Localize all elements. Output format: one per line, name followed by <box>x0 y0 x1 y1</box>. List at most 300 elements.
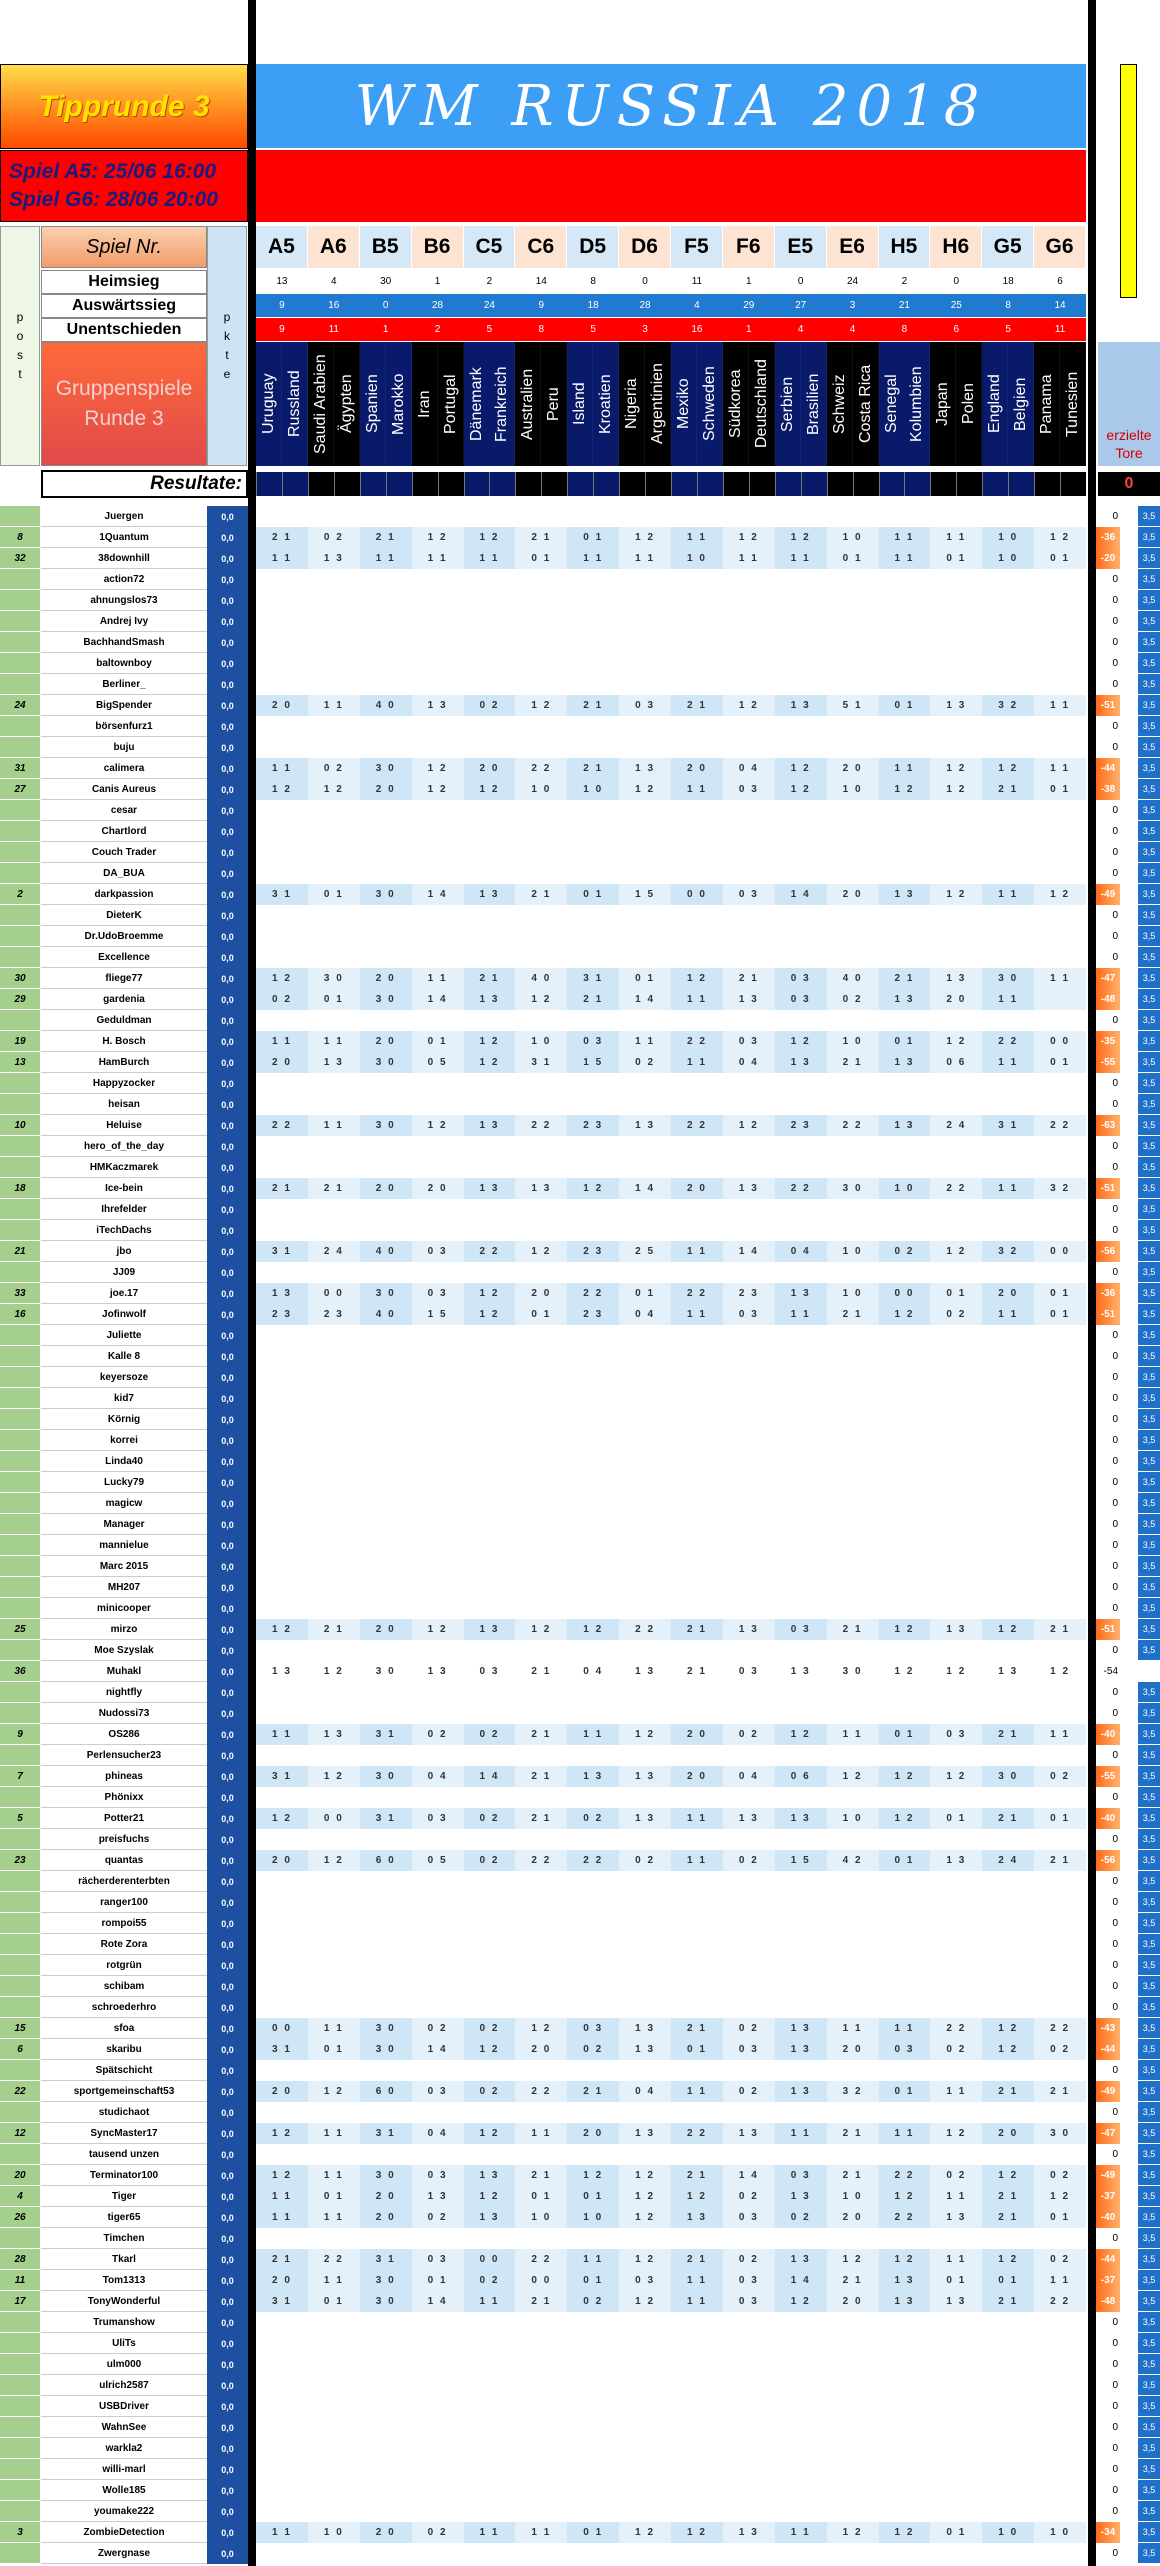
tip-cell[interactable] <box>308 590 360 611</box>
tip-cell[interactable]: 0 1 <box>583 2527 604 2538</box>
tip-cell[interactable] <box>412 821 464 842</box>
tip-cell[interactable]: 1 1 <box>479 2527 500 2538</box>
tip-cell[interactable]: 1 2 <box>1034 2186 1086 2207</box>
tip-cell[interactable]: 2 1 <box>515 884 567 905</box>
tip-cell[interactable] <box>775 1514 827 1535</box>
tip-cell[interactable] <box>256 2480 308 2501</box>
tip-cell[interactable]: 1 2 <box>790 1036 811 1047</box>
tip-cell[interactable]: 2 3 <box>723 1283 775 1304</box>
tip-cell[interactable]: 0 1 <box>308 2186 360 2207</box>
tip-cell[interactable] <box>412 863 464 884</box>
tip-cell[interactable] <box>671 716 723 737</box>
tip-cell[interactable] <box>982 1199 1034 1220</box>
tip-cell[interactable] <box>1034 2333 1086 2354</box>
result-cell[interactable] <box>1008 472 1034 496</box>
tip-cell[interactable] <box>879 1829 931 1850</box>
tip-cell[interactable] <box>930 674 982 695</box>
tip-cell[interactable]: 3 0 <box>827 1178 879 1199</box>
tip-cell[interactable] <box>827 863 879 884</box>
tip-cell[interactable]: 1 1 <box>686 2086 707 2097</box>
tip-cell[interactable]: 0 3 <box>412 1808 464 1829</box>
tip-cell[interactable]: 2 0 <box>686 763 707 774</box>
player-name[interactable]: Berliner_ <box>41 674 207 695</box>
tip-cell[interactable] <box>879 842 931 863</box>
tip-cell[interactable] <box>567 1535 619 1556</box>
tip-cell[interactable]: 2 2 <box>1034 2018 1086 2039</box>
tip-cell[interactable] <box>930 842 982 863</box>
tip-cell[interactable]: 1 2 <box>479 2191 500 2202</box>
tip-cell[interactable] <box>1034 1892 1086 1913</box>
tip-cell[interactable] <box>308 1514 360 1535</box>
tip-cell[interactable] <box>671 1094 723 1115</box>
tip-cell[interactable]: 1 1 <box>515 2522 567 2543</box>
tip-cell[interactable] <box>879 1430 931 1451</box>
player-name[interactable]: phineas <box>41 1766 207 1787</box>
tip-cell[interactable] <box>360 611 412 632</box>
tip-cell[interactable] <box>982 1745 1034 1766</box>
tip-cell[interactable] <box>412 1010 464 1031</box>
tip-cell[interactable] <box>567 1556 619 1577</box>
tip-cell[interactable] <box>256 716 308 737</box>
tip-cell[interactable] <box>308 569 360 590</box>
tip-cell[interactable] <box>567 1010 619 1031</box>
tip-cell[interactable]: 1 3 <box>790 2086 811 2097</box>
tip-cell[interactable] <box>1034 842 1086 863</box>
tip-cell[interactable] <box>930 569 982 590</box>
tip-cell[interactable] <box>827 821 879 842</box>
tip-cell[interactable] <box>360 2375 412 2396</box>
tip-cell[interactable] <box>515 590 567 611</box>
tip-cell[interactable] <box>1034 863 1086 884</box>
tip-cell[interactable] <box>879 1262 931 1283</box>
tip-cell[interactable] <box>515 2060 567 2081</box>
tip-cell[interactable] <box>723 1220 775 1241</box>
tip-cell[interactable] <box>982 1346 1034 1367</box>
tip-cell[interactable] <box>515 2102 567 2123</box>
tip-cell[interactable] <box>671 1010 723 1031</box>
tip-cell[interactable] <box>567 737 619 758</box>
tip-cell[interactable]: 3 0 <box>375 2170 396 2181</box>
tip-cell[interactable]: 1 2 <box>479 1036 500 1047</box>
tip-cell[interactable]: 2 0 <box>375 1183 396 1194</box>
tip-cell[interactable] <box>982 674 1034 695</box>
tip-cell[interactable]: 1 0 <box>515 2207 567 2228</box>
tip-cell[interactable] <box>360 821 412 842</box>
tip-cell[interactable] <box>360 632 412 653</box>
tip-cell[interactable]: 2 1 <box>686 2170 707 2181</box>
tip-cell[interactable]: 0 1 <box>583 532 604 543</box>
tip-cell[interactable] <box>827 1451 879 1472</box>
player-name[interactable]: mirzo <box>41 1619 207 1640</box>
tip-cell[interactable] <box>1034 2438 1086 2459</box>
result-cell[interactable] <box>827 472 853 496</box>
tip-cell[interactable] <box>879 632 931 653</box>
tip-cell[interactable] <box>360 716 412 737</box>
tip-cell[interactable] <box>1034 674 1086 695</box>
tip-cell[interactable] <box>982 1829 1034 1850</box>
tip-cell[interactable]: 1 2 <box>930 779 982 800</box>
tip-cell[interactable] <box>723 1199 775 1220</box>
tip-cell[interactable] <box>879 1787 931 1808</box>
tip-cell[interactable] <box>1034 506 1086 527</box>
tip-cell[interactable]: 0 5 <box>412 1850 464 1871</box>
tip-cell[interactable] <box>464 1871 516 1892</box>
tip-cell[interactable] <box>567 1199 619 1220</box>
tip-cell[interactable]: 1 0 <box>583 2212 604 2223</box>
tip-cell[interactable]: 1 3 <box>930 1850 982 1871</box>
tip-cell[interactable] <box>360 800 412 821</box>
tip-cell[interactable] <box>619 1787 671 1808</box>
tip-cell[interactable] <box>308 1430 360 1451</box>
tip-cell[interactable]: 0 3 <box>790 2170 811 2181</box>
tip-cell[interactable]: 0 1 <box>583 889 604 900</box>
tip-cell[interactable] <box>723 1094 775 1115</box>
tip-cell[interactable] <box>360 1199 412 1220</box>
tip-cell[interactable] <box>671 2312 723 2333</box>
tip-cell[interactable] <box>671 1682 723 1703</box>
tip-cell[interactable] <box>464 1010 516 1031</box>
tip-cell[interactable] <box>567 1472 619 1493</box>
tip-cell[interactable] <box>775 1220 827 1241</box>
tip-cell[interactable] <box>982 905 1034 926</box>
tip-cell[interactable] <box>775 2459 827 2480</box>
tip-cell[interactable] <box>567 1787 619 1808</box>
tip-cell[interactable]: 1 3 <box>686 2212 707 2223</box>
tip-cell[interactable]: 0 1 <box>894 1729 915 1740</box>
tip-cell[interactable]: 0 3 <box>723 779 775 800</box>
tip-cell[interactable] <box>308 2312 360 2333</box>
tip-cell[interactable] <box>360 1640 412 1661</box>
tip-cell[interactable]: 2 1 <box>515 527 567 548</box>
tip-cell[interactable] <box>827 569 879 590</box>
tip-cell[interactable] <box>464 842 516 863</box>
tip-cell[interactable] <box>982 1640 1034 1661</box>
tip-cell[interactable] <box>256 1997 308 2018</box>
tip-cell[interactable]: 2 0 <box>930 989 982 1010</box>
tip-cell[interactable]: 1 3 <box>479 2170 500 2181</box>
tip-cell[interactable] <box>671 674 723 695</box>
tip-cell[interactable] <box>515 1094 567 1115</box>
tip-cell[interactable]: 3 1 <box>271 889 292 900</box>
tip-cell[interactable] <box>567 1745 619 1766</box>
tip-cell[interactable]: 0 1 <box>930 2270 982 2291</box>
tip-cell[interactable] <box>464 1073 516 1094</box>
tip-cell[interactable]: 1 3 <box>930 968 982 989</box>
tip-cell[interactable]: 1 1 <box>271 1036 292 1047</box>
tip-cell[interactable]: 1 3 <box>790 2044 811 2055</box>
tip-cell[interactable] <box>775 1955 827 1976</box>
tip-cell[interactable]: 2 0 <box>583 2128 604 2139</box>
tip-cell[interactable] <box>464 2228 516 2249</box>
tip-cell[interactable] <box>723 716 775 737</box>
tip-cell[interactable] <box>982 1409 1034 1430</box>
tip-cell[interactable]: 2 1 <box>894 973 915 984</box>
tip-cell[interactable] <box>360 2333 412 2354</box>
tip-cell[interactable] <box>515 2375 567 2396</box>
tip-cell[interactable]: 2 3 <box>308 1304 360 1325</box>
tip-cell[interactable] <box>567 1346 619 1367</box>
player-name[interactable]: 1Quantum <box>41 527 207 548</box>
tip-cell[interactable] <box>256 842 308 863</box>
tip-cell[interactable] <box>982 2228 1034 2249</box>
tip-cell[interactable] <box>827 506 879 527</box>
tip-cell[interactable]: 0 4 <box>723 1766 775 1787</box>
tip-cell[interactable]: 1 0 <box>827 779 879 800</box>
tip-cell[interactable] <box>930 1493 982 1514</box>
tip-cell[interactable] <box>567 1682 619 1703</box>
tip-cell[interactable]: 3 0 <box>998 973 1019 984</box>
tip-cell[interactable] <box>464 1934 516 1955</box>
tip-cell[interactable]: 3 1 <box>375 2254 396 2265</box>
player-name[interactable]: Marc 2015 <box>41 1556 207 1577</box>
tip-cell[interactable]: 0 2 <box>583 2296 604 2307</box>
tip-cell[interactable] <box>671 800 723 821</box>
player-name[interactable]: tiger65 <box>41 2207 207 2228</box>
tip-cell[interactable]: 1 3 <box>930 695 982 716</box>
tip-cell[interactable] <box>1034 1787 1086 1808</box>
tip-cell[interactable] <box>982 1094 1034 1115</box>
tip-cell[interactable] <box>256 1577 308 1598</box>
tip-cell[interactable]: 1 2 <box>515 1241 567 1262</box>
player-name[interactable]: Muhakl <box>41 1661 207 1682</box>
player-name[interactable]: BachhandSmash <box>41 632 207 653</box>
tip-cell[interactable] <box>930 863 982 884</box>
tip-cell[interactable] <box>879 1556 931 1577</box>
tip-cell[interactable] <box>619 1577 671 1598</box>
tip-cell[interactable] <box>671 1325 723 1346</box>
tip-cell[interactable] <box>308 1955 360 1976</box>
tip-cell[interactable] <box>464 926 516 947</box>
tip-cell[interactable]: 2 1 <box>515 2165 567 2186</box>
tip-cell[interactable] <box>879 1346 931 1367</box>
tip-cell[interactable] <box>256 947 308 968</box>
tip-cell[interactable] <box>567 1325 619 1346</box>
tip-cell[interactable] <box>619 1829 671 1850</box>
tip-cell[interactable]: 0 4 <box>583 1666 604 1677</box>
tip-cell[interactable] <box>412 842 464 863</box>
tip-cell[interactable] <box>515 905 567 926</box>
player-name[interactable]: rächerderenterbten <box>41 1871 207 1892</box>
tip-cell[interactable] <box>308 1094 360 1115</box>
tip-cell[interactable] <box>515 1262 567 1283</box>
tip-cell[interactable]: 1 2 <box>619 2207 671 2228</box>
tip-cell[interactable] <box>930 1787 982 1808</box>
tip-cell[interactable]: 0 1 <box>930 1283 982 1304</box>
tip-cell[interactable] <box>308 632 360 653</box>
tip-cell[interactable]: 1 1 <box>686 532 707 543</box>
tip-cell[interactable]: 0 3 <box>723 2291 775 2312</box>
result-cell[interactable] <box>308 472 334 496</box>
tip-cell[interactable] <box>723 1682 775 1703</box>
tip-cell[interactable] <box>567 1577 619 1598</box>
tip-cell[interactable] <box>671 1535 723 1556</box>
tip-cell[interactable]: 1 1 <box>308 2207 360 2228</box>
tip-cell[interactable] <box>567 842 619 863</box>
tip-cell[interactable] <box>1034 569 1086 590</box>
tip-cell[interactable] <box>619 2543 671 2564</box>
tip-cell[interactable]: 2 1 <box>827 2270 879 2291</box>
tip-cell[interactable] <box>982 716 1034 737</box>
player-name[interactable]: joe.17 <box>41 1283 207 1304</box>
player-name[interactable]: buju <box>41 737 207 758</box>
tip-cell[interactable] <box>723 2417 775 2438</box>
tip-cell[interactable] <box>412 2354 464 2375</box>
tip-cell[interactable] <box>515 2333 567 2354</box>
tip-cell[interactable]: 3 0 <box>375 1771 396 1782</box>
tip-cell[interactable] <box>256 2543 308 2564</box>
tip-cell[interactable]: 1 3 <box>723 1619 775 1640</box>
tip-cell[interactable] <box>1034 1913 1086 1934</box>
tip-cell[interactable] <box>619 1094 671 1115</box>
tip-cell[interactable]: 2 1 <box>271 1183 292 1194</box>
tip-cell[interactable]: 1 2 <box>583 1183 604 1194</box>
tip-cell[interactable] <box>360 1745 412 1766</box>
tip-cell[interactable] <box>619 2102 671 2123</box>
tip-cell[interactable] <box>567 2396 619 2417</box>
tip-cell[interactable] <box>308 1535 360 1556</box>
player-name[interactable]: Ice-bein <box>41 1178 207 1199</box>
tip-cell[interactable] <box>567 716 619 737</box>
tip-cell[interactable] <box>775 2438 827 2459</box>
tip-cell[interactable] <box>619 2060 671 2081</box>
tip-cell[interactable] <box>360 1409 412 1430</box>
tip-cell[interactable] <box>827 1976 879 1997</box>
tip-cell[interactable] <box>827 1913 879 1934</box>
tip-cell[interactable]: 2 1 <box>998 1813 1019 1824</box>
tip-cell[interactable] <box>723 2501 775 2522</box>
tip-cell[interactable]: 0 2 <box>723 1850 775 1871</box>
tip-cell[interactable] <box>982 1493 1034 1514</box>
tip-cell[interactable] <box>1034 1325 1086 1346</box>
tip-cell[interactable] <box>982 1682 1034 1703</box>
tip-cell[interactable] <box>256 2312 308 2333</box>
tip-cell[interactable]: 1 2 <box>479 532 500 543</box>
player-name[interactable]: OS286 <box>41 1724 207 1745</box>
tip-cell[interactable] <box>1034 2396 1086 2417</box>
tip-cell[interactable]: 1 2 <box>308 1850 360 1871</box>
tip-cell[interactable] <box>879 1535 931 1556</box>
tip-cell[interactable]: 2 1 <box>375 532 396 543</box>
tip-cell[interactable] <box>412 2375 464 2396</box>
tip-cell[interactable] <box>723 1871 775 1892</box>
tip-cell[interactable]: 1 2 <box>894 2527 915 2538</box>
tip-cell[interactable] <box>360 674 412 695</box>
tip-cell[interactable] <box>723 863 775 884</box>
tip-cell[interactable] <box>723 1514 775 1535</box>
tip-cell[interactable] <box>827 926 879 947</box>
tip-cell[interactable] <box>256 2396 308 2417</box>
tip-cell[interactable] <box>308 1745 360 1766</box>
tip-cell[interactable]: 1 3 <box>308 1052 360 1073</box>
tip-cell[interactable] <box>671 1598 723 1619</box>
tip-cell[interactable] <box>308 800 360 821</box>
tip-cell[interactable] <box>671 926 723 947</box>
tip-cell[interactable] <box>879 1409 931 1430</box>
tip-cell[interactable]: 1 4 <box>723 2165 775 2186</box>
tip-cell[interactable] <box>723 1934 775 1955</box>
tip-cell[interactable]: 1 2 <box>894 1309 915 1320</box>
tip-cell[interactable] <box>930 926 982 947</box>
tip-cell[interactable]: 2 0 <box>375 2527 396 2538</box>
tip-cell[interactable] <box>308 1157 360 1178</box>
tip-cell[interactable]: 1 2 <box>412 527 464 548</box>
tip-cell[interactable] <box>930 632 982 653</box>
player-name[interactable]: nightfly <box>41 1682 207 1703</box>
tip-cell[interactable] <box>412 905 464 926</box>
tip-cell[interactable] <box>982 1976 1034 1997</box>
tip-cell[interactable] <box>619 1388 671 1409</box>
tip-cell[interactable]: 2 1 <box>827 2165 879 2186</box>
tip-cell[interactable] <box>930 1640 982 1661</box>
tip-cell[interactable] <box>775 1787 827 1808</box>
tip-cell[interactable] <box>464 1892 516 1913</box>
tip-cell[interactable]: 1 2 <box>790 1729 811 1740</box>
tip-cell[interactable]: 1 3 <box>427 1666 448 1677</box>
tip-cell[interactable] <box>930 1829 982 1850</box>
tip-cell[interactable]: 0 1 <box>619 968 671 989</box>
tip-cell[interactable] <box>1034 1703 1086 1724</box>
tip-cell[interactable] <box>412 569 464 590</box>
tip-cell[interactable] <box>723 1913 775 1934</box>
tip-cell[interactable]: 1 0 <box>583 784 604 795</box>
tip-cell[interactable] <box>723 653 775 674</box>
tip-cell[interactable] <box>256 1199 308 1220</box>
tip-cell[interactable] <box>619 1703 671 1724</box>
tip-cell[interactable]: 1 0 <box>827 2186 879 2207</box>
tip-cell[interactable] <box>1034 1514 1086 1535</box>
tip-cell[interactable] <box>879 1703 931 1724</box>
tip-cell[interactable] <box>930 947 982 968</box>
player-name[interactable]: schroederhro <box>41 1997 207 2018</box>
player-name[interactable]: sportgemeinschaft53 <box>41 2081 207 2102</box>
tip-cell[interactable]: 0 1 <box>515 2186 567 2207</box>
tip-cell[interactable] <box>723 1493 775 1514</box>
tip-cell[interactable] <box>567 947 619 968</box>
tip-cell[interactable]: 1 1 <box>271 2212 292 2223</box>
tip-cell[interactable] <box>412 1556 464 1577</box>
tip-cell[interactable] <box>1034 1136 1086 1157</box>
tip-cell[interactable] <box>619 1934 671 1955</box>
tip-cell[interactable]: 0 3 <box>479 1666 500 1677</box>
tip-cell[interactable]: 1 1 <box>1034 695 1086 716</box>
tip-cell[interactable]: 3 1 <box>583 973 604 984</box>
tip-cell[interactable] <box>360 1577 412 1598</box>
tip-cell[interactable] <box>1034 716 1086 737</box>
tip-cell[interactable]: 0 1 <box>1034 1052 1086 1073</box>
tip-cell[interactable]: 0 2 <box>894 1246 915 1257</box>
tip-cell[interactable]: 3 0 <box>375 2296 396 2307</box>
tip-cell[interactable]: 1 2 <box>894 2191 915 2202</box>
tip-cell[interactable] <box>308 737 360 758</box>
player-name[interactable]: DA_BUA <box>41 863 207 884</box>
tip-cell[interactable]: 2 1 <box>1034 1619 1086 1640</box>
tip-cell[interactable]: 0 1 <box>308 2291 360 2312</box>
tip-cell[interactable] <box>308 1409 360 1430</box>
tip-cell[interactable] <box>827 842 879 863</box>
tip-cell[interactable] <box>879 1997 931 2018</box>
tip-cell[interactable]: 2 1 <box>686 2023 707 2034</box>
tip-cell[interactable]: 1 1 <box>1034 968 1086 989</box>
tip-cell[interactable] <box>1034 821 1086 842</box>
tip-cell[interactable] <box>775 632 827 653</box>
tip-cell[interactable] <box>1034 2060 1086 2081</box>
tip-cell[interactable]: 0 1 <box>583 2275 604 2286</box>
tip-cell[interactable] <box>930 1220 982 1241</box>
tip-cell[interactable] <box>982 2438 1034 2459</box>
tip-cell[interactable] <box>256 1346 308 1367</box>
tip-cell[interactable] <box>619 674 671 695</box>
tip-cell[interactable] <box>515 2144 567 2165</box>
